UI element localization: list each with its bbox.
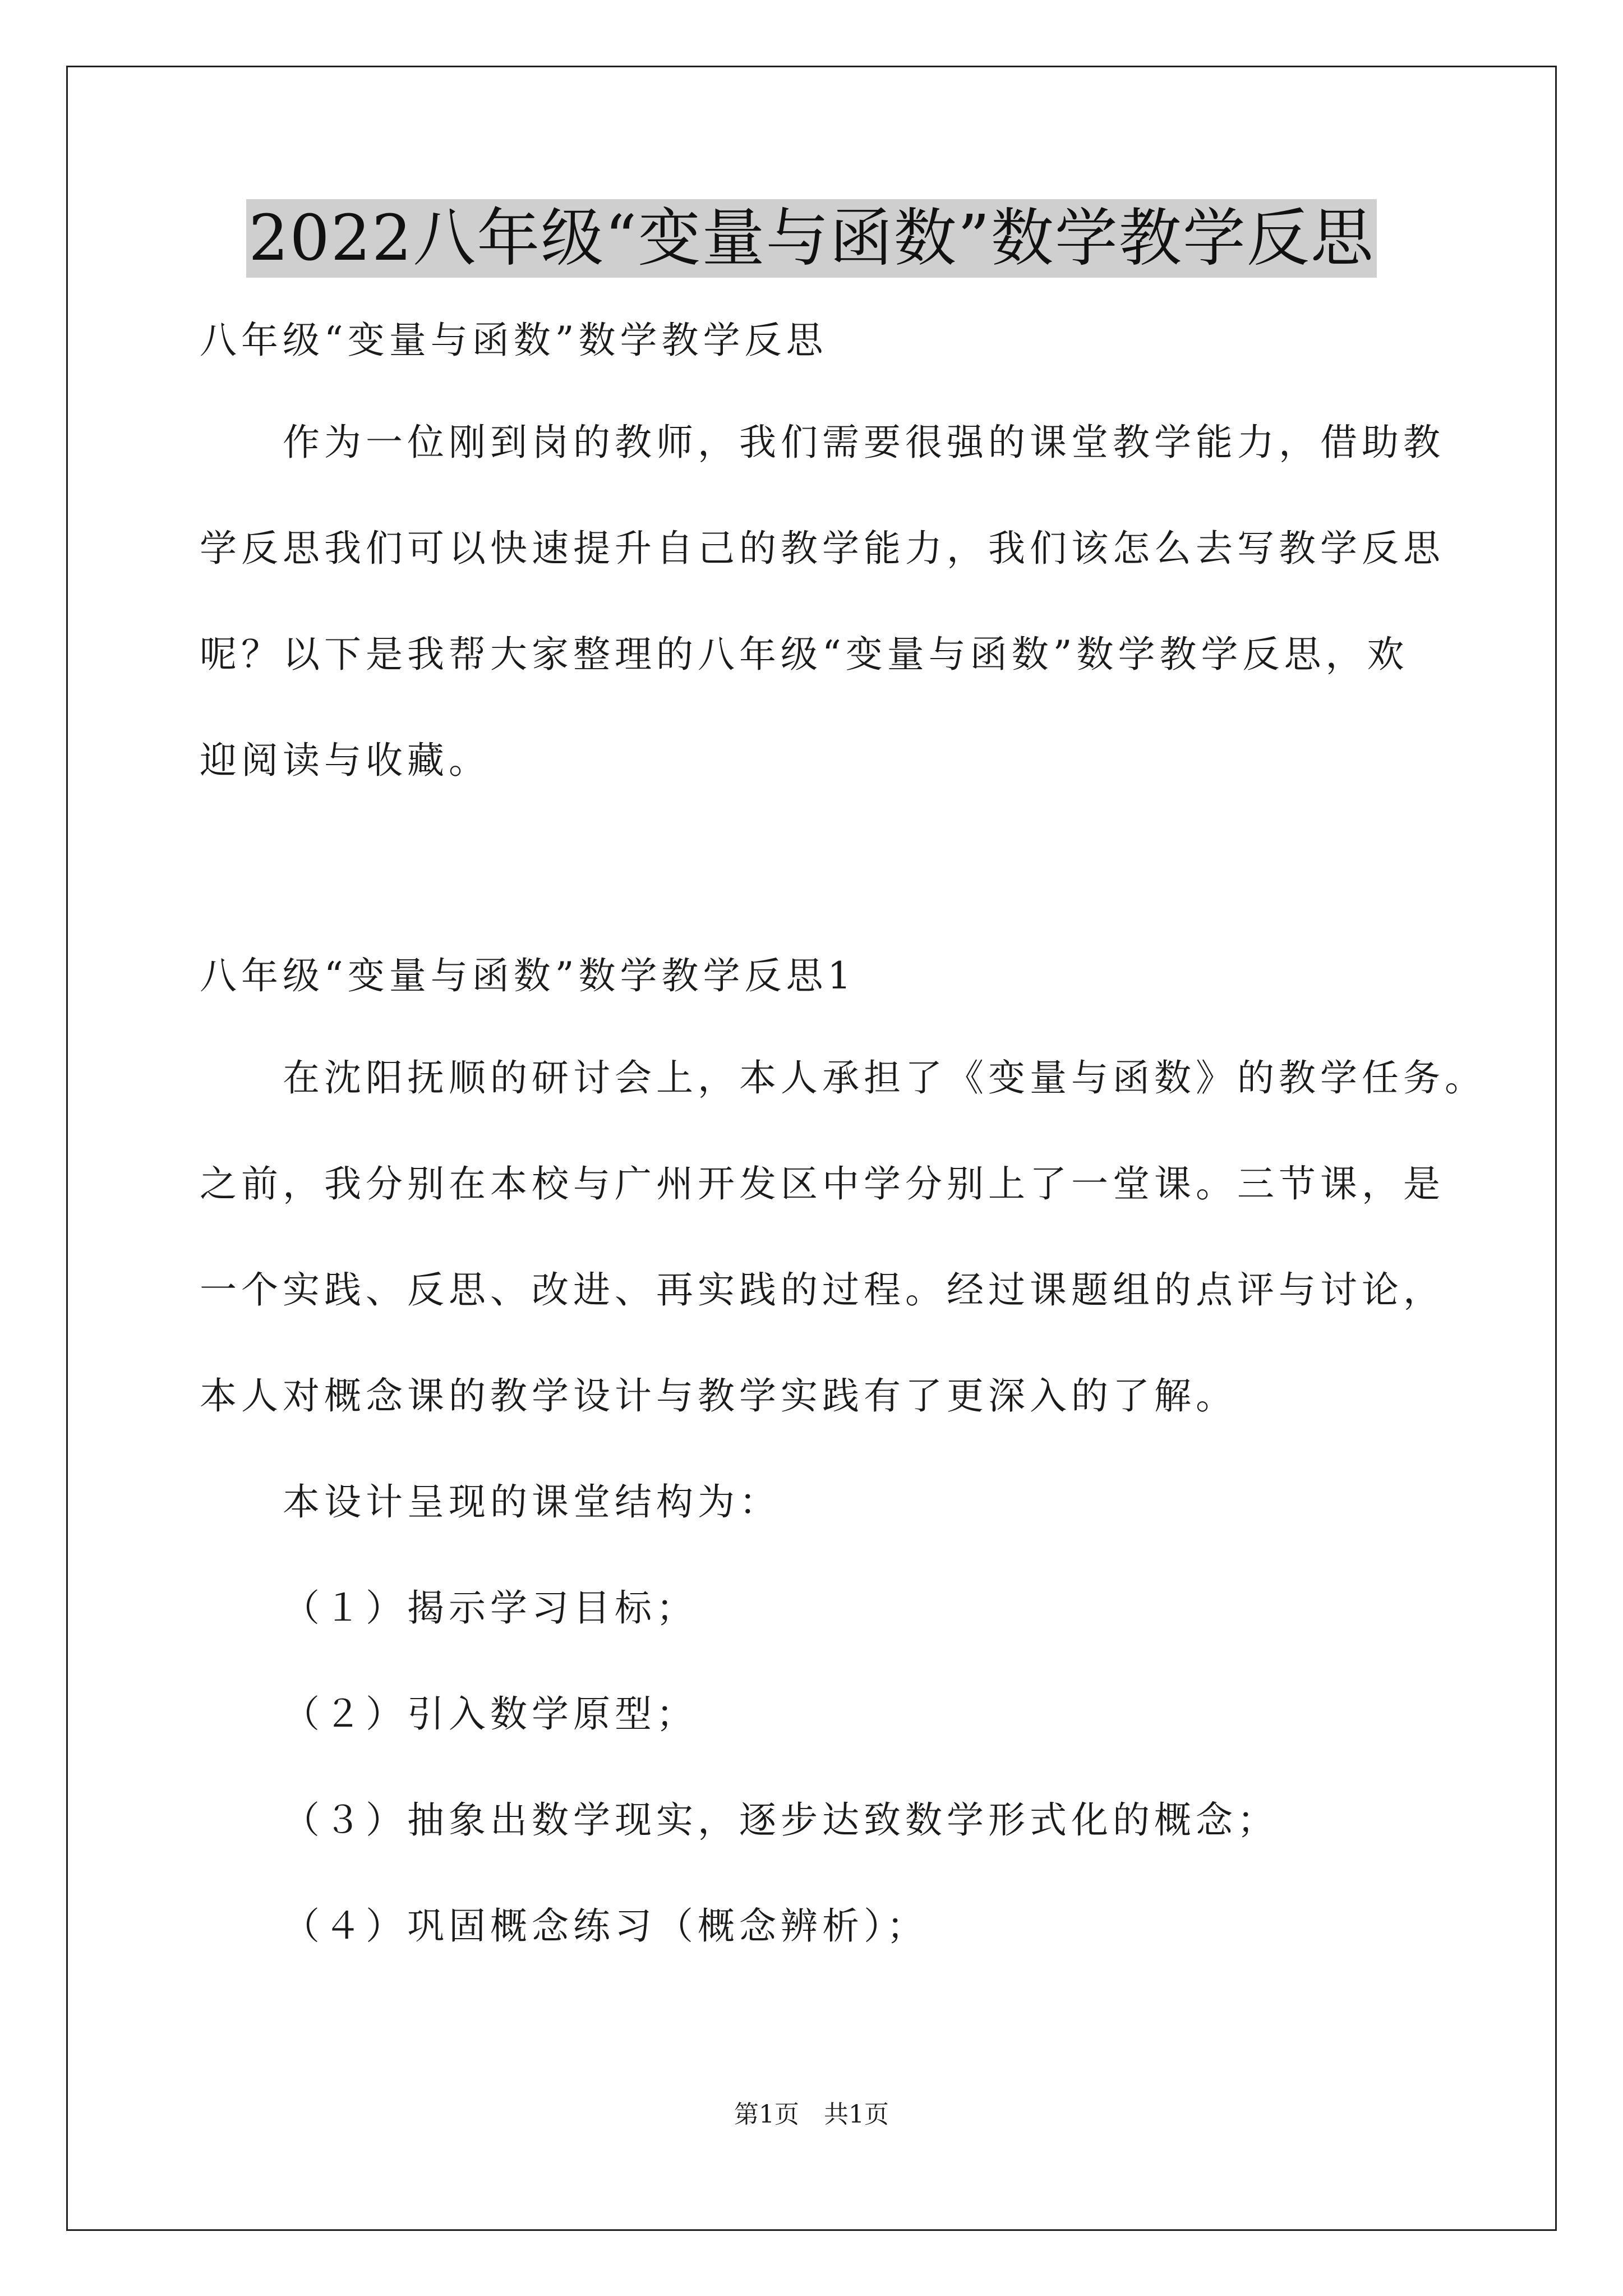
section-paragraph [200,1052,1486,1423]
document-body [200,314,1486,2006]
structure-item: （２）引入数学原型； [283,1692,698,1736]
section-heading: 八年级“变量与函数”数学教学反思1 [200,954,856,997]
paragraph-line: 作为一位刚到岗的教师，我们需要很强的课堂教学能力，借助教 [283,421,1445,464]
structure-intro: 本设计呈现的课堂结构为： [283,1480,781,1524]
paragraph-line: 本人对概念课的教学设计与教学实践有了更深入的了解。 [200,1374,1237,1418]
structure-item: （３）抽象出数学现实，逐步达致数学形式化的概念； [283,1798,1279,1842]
paragraph-line: 学反思我们可以快速提升自己的教学能力，我们该怎么去写教学反思 [200,527,1445,570]
paragraph-line: 呢？以下是我帮大家整理的八年级“变量与函数”数学教学反思，欢 [200,633,1409,676]
paragraph-line: 在沈阳抚顺的研讨会上，本人承担了《变量与函数》的教学任务。 [283,1056,1486,1099]
page-title: 2022八年级“变量与函数”数学教学反思 [246,199,1377,278]
structure-item: （４）巩固概念练习（概念辨析）； [283,1904,928,1948]
intro-heading: 八年级“变量与函数”数学教学反思 [200,319,828,362]
title-container [0,199,1623,278]
structure-item: （１）揭示学习目标； [283,1586,698,1630]
paragraph-line: 迎阅读与收藏。 [200,739,490,782]
paragraph-line: 一个实践、反思、改进、再实践的过程。经过课题组的点评与讨论， [200,1268,1445,1312]
page-footer: 第1页 共1页 [734,2100,889,2129]
paragraph-line: 之前，我分别在本校与广州开发区中学分别上了一堂课。三节课，是 [200,1162,1445,1205]
intro-paragraph [200,416,1445,787]
